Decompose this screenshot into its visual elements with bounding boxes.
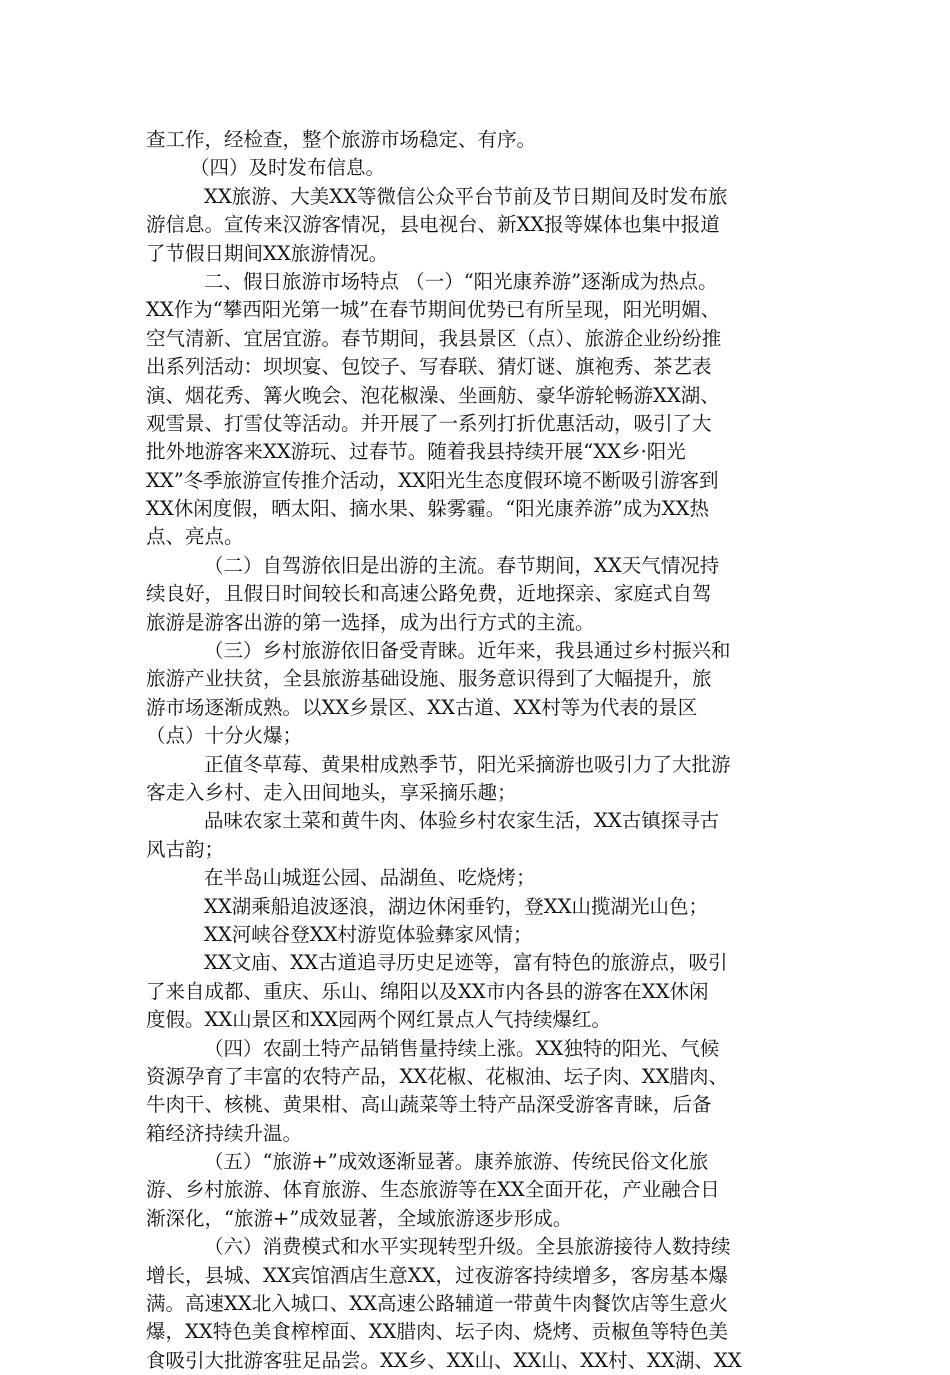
text-line: XX”冬季旅游宣传推介活动，XX阳光生态度假环境不断吸引游客到 bbox=[146, 468, 719, 492]
text-line: XX作为“攀西阳光第一城”在春节期间优势已有所呈现，阳光明媚、 bbox=[146, 298, 721, 322]
text-line: 续良好，且假日时间较长和高速公路免费，近地探亲、家庭式自驾 bbox=[146, 582, 712, 606]
text-line: 游、乡村旅游、体育旅游、生态旅游等在XX全面开花，产业融合日 bbox=[146, 1178, 720, 1202]
text-line: 渐深化，“旅游+”成效显著，全域旅游逐步形成。 bbox=[146, 1206, 573, 1230]
text-line: 观雪景、打雪仗等活动。并开展了一系列打折优惠活动，吸引了大 bbox=[146, 411, 712, 435]
text-line: （二）自驾游依旧是出游的主流。春节期间，XX天气情况持 bbox=[204, 553, 720, 577]
text-line: 演、烟花秀、篝火晚会、泡花椒澡、坐画舫、豪华游轮畅游XX湖、 bbox=[146, 383, 720, 407]
text-line: 查工作，经检查，整个旅游市场稳定、有序。 bbox=[146, 128, 537, 151]
text-line: 爆，XX特色美食榨榨面、XX腊肉、坛子肉、烧烤、贡椒鱼等特色美 bbox=[146, 1320, 729, 1344]
text-line: 箱经济持续升温。 bbox=[146, 1121, 303, 1145]
text-line: 游信息。宣传来汉游客情况，县电视台、新XX报等媒体也集中报道 bbox=[146, 213, 720, 237]
text-line: 二、假日旅游市场特点 （一）“阳光康养游”逐渐成为热点。 bbox=[204, 269, 718, 293]
text-line: XX文庙、XX古道追寻历史足迹等，富有特色的旅游点，吸引 bbox=[204, 951, 728, 975]
text-line: （点）十分火爆； bbox=[146, 724, 303, 748]
document-body bbox=[146, 126, 806, 1375]
text-line: XX休闲度假，晒太阳、摘水果、躲雾霾。“阳光康养游”成为XX热 bbox=[146, 497, 709, 521]
text-line: （五）“旅游+”成效逐渐显著。康养旅游、传统民俗文化旅 bbox=[204, 1150, 709, 1174]
text-line: 旅游产业扶贫，全县旅游基础设施、服务意识得到了大幅提升，旅 bbox=[146, 667, 712, 691]
text-line: 客走入乡村、走入田间地头，享采摘乐趣； bbox=[146, 780, 517, 804]
text-line: 品味农家土菜和黄牛肉、体验乡村农家生活，XX古镇探寻古 bbox=[204, 809, 720, 833]
text-line: 批外地游客来XX游玩、过春节。随着我县持续开展“XX乡·阳光 bbox=[146, 440, 686, 464]
text-line: 资源孕育了丰富的农特产品，XX花椒、花椒油、坛子肉、XX腊肉、 bbox=[146, 1064, 729, 1088]
text-line: （六）消费模式和水平实现转型升级。全县旅游接待人数持续 bbox=[204, 1235, 731, 1259]
text-line: 满。高速XX北入城口、XX高速公路辅道一带黄牛肉餐饮店等生意火 bbox=[146, 1292, 729, 1316]
text-line: 空气清新、宜居宜游。春节期间，我县景区（点）、旅游企业纷纷推 bbox=[146, 326, 722, 350]
text-line: 食吸引大批游客驻足品尝。XX乡、XX山、XX山、XX村、XX湖、XX bbox=[146, 1348, 742, 1372]
text-line: XX河峡谷登XX村游览体验彝家风情； bbox=[204, 922, 533, 946]
text-line: （四）及时发布信息。 bbox=[190, 156, 386, 180]
text-line: 点、亮点。 bbox=[146, 525, 244, 549]
text-line: 增长，县城、XX宾馆酒店生意XX，过夜游客持续增多，客房基本爆 bbox=[146, 1263, 729, 1287]
text-line: （四）农副土特产品销售量持续上涨。XX独特的阳光、气候 bbox=[204, 1036, 720, 1060]
text-line: 风古韵； bbox=[146, 837, 225, 861]
text-line: XX湖乘船追波逐浪，湖边休闲垂钓，登XX山揽湖光山色； bbox=[204, 894, 709, 918]
text-line: 了节假日期间XX旅游情况。 bbox=[146, 241, 389, 265]
text-line: 正值冬草莓、黄果柑成熟季节，阳光采摘游也吸引力了大批游 bbox=[204, 752, 731, 776]
text-line: 在半岛山城逛公园、品湖鱼、吃烧烤； bbox=[204, 866, 536, 890]
text-line: 出系列活动：坝坝宴、包饺子、写春联、猜灯谜、旗袍秀、茶艺表 bbox=[146, 355, 712, 379]
text-line: 旅游是游客出游的第一选择，成为出行方式的主流。 bbox=[146, 610, 595, 634]
text-line: 度假。XX山景区和XX园两个网红景点人气持续爆红。 bbox=[146, 1008, 612, 1032]
text-line: 游市场逐渐成熟。以XX乡景区、XX古道、XX村等为代表的景区 bbox=[146, 695, 698, 719]
text-line: （三）乡村旅游依旧备受青睐。近年来，我县通过乡村振兴和 bbox=[204, 639, 731, 663]
text-line: XX旅游、大美XX等微信公众平台节前及节日期间及时发布旅 bbox=[204, 184, 728, 208]
text-line: 牛肉干、核桃、黄果柑、高山蔬菜等土特产品深受游客青睐，后备 bbox=[146, 1093, 712, 1117]
text-line: 了来自成都、重庆、乐山、绵阳以及XX市内各县的游客在XX休闲 bbox=[146, 979, 709, 1003]
